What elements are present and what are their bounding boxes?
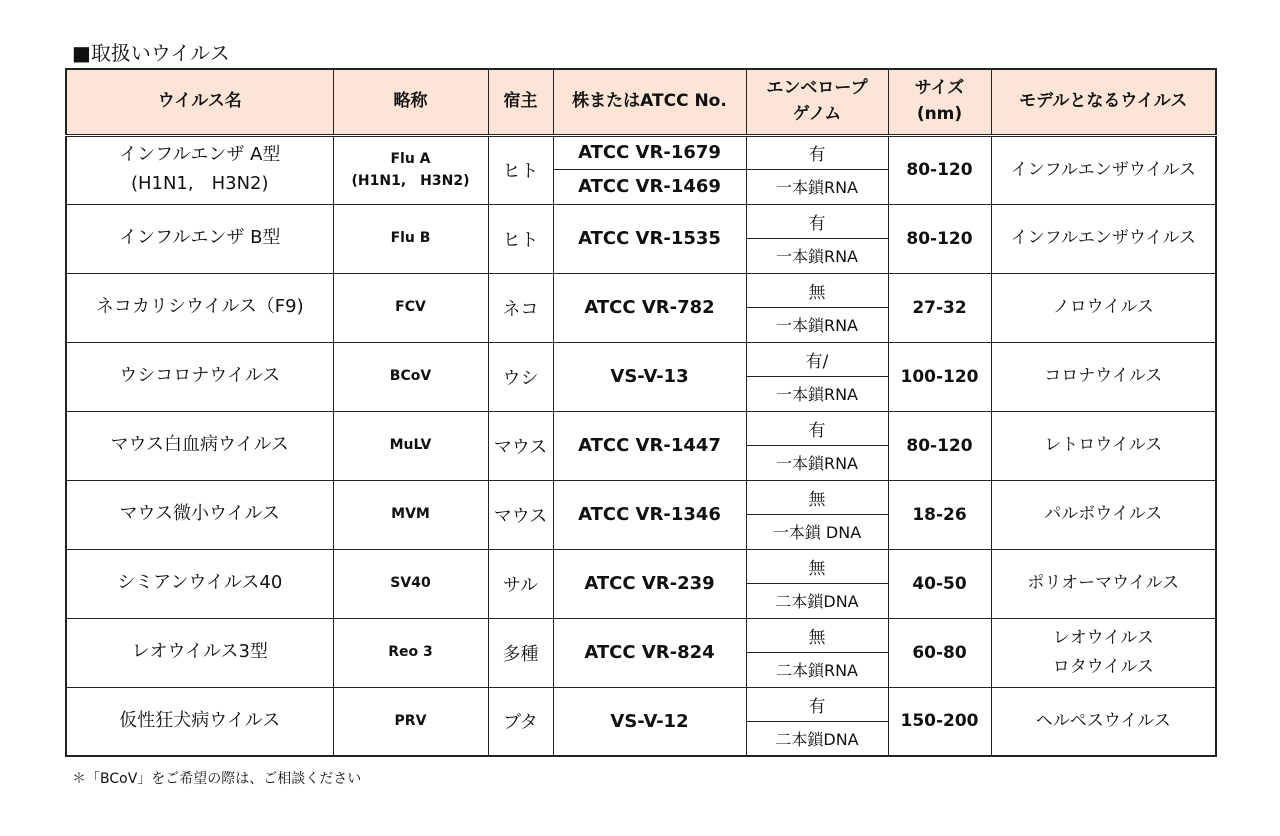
host-cell: 多種 <box>488 618 553 687</box>
abbreviation-cell <box>333 618 488 687</box>
strain-cell: ATCC VR-1535 <box>553 204 746 273</box>
host-cell: ヒト <box>488 204 553 273</box>
abbreviation-cell <box>333 135 488 204</box>
size-cell: 80-120 <box>888 411 991 480</box>
envelope-cell: 無 <box>746 549 888 584</box>
virus-name: インフルエンザ A型 <box>119 144 281 166</box>
strain-cell: ATCC VR-782 <box>553 273 746 342</box>
strain-cell: ATCC VR-239 <box>553 549 746 618</box>
abbreviation: BCoV <box>389 368 432 385</box>
strain-cell: VS-V-13 <box>553 342 746 411</box>
model-virus: レトロウイルス <box>1044 435 1163 456</box>
virus-name-cell <box>66 618 333 687</box>
header-model-virus: モデルとなるウイルス <box>991 69 1216 135</box>
host-cell: マウス <box>488 480 553 549</box>
host-cell: ネコ <box>488 273 553 342</box>
genome-cell: 一本鎖RNA <box>746 377 888 412</box>
abbreviation-cell <box>333 480 488 549</box>
virus-name: ネコカリシウイルス（F9) <box>95 296 304 318</box>
envelope-cell: 無 <box>746 480 888 515</box>
envelope-cell: 有 <box>746 687 888 722</box>
strain-cell: ATCC VR-1679 <box>553 135 746 170</box>
genome-cell: 一本鎖RNA <box>746 446 888 481</box>
header-size <box>888 69 991 135</box>
virus-name: (H1N1, H3N2) <box>130 173 269 194</box>
header-virus-name: ウイルス名 <box>66 69 333 135</box>
header-genome: ゲノム <box>792 103 842 124</box>
model-virus-cell <box>991 480 1216 549</box>
size-cell: 18-26 <box>888 480 991 549</box>
genome-cell: 一本鎖RNA <box>746 170 888 205</box>
header-row <box>66 69 1216 135</box>
abbreviation-cell <box>333 687 488 756</box>
table-row <box>66 549 1216 584</box>
model-virus: ロタウイルス <box>1052 656 1154 677</box>
size-cell: 80-120 <box>888 135 991 204</box>
model-virus: ノロウイルス <box>1052 297 1154 318</box>
model-virus-cell <box>991 549 1216 618</box>
size-cell: 60-80 <box>888 618 991 687</box>
abbreviation-cell <box>333 549 488 618</box>
strain-cell: VS-V-12 <box>553 687 746 756</box>
table-row <box>66 618 1216 653</box>
abbreviation: SV40 <box>390 575 431 592</box>
genome-cell: 一本鎖RNA <box>746 308 888 343</box>
model-virus-cell <box>991 342 1216 411</box>
virus-name-cell <box>66 204 333 273</box>
host-cell: マウス <box>488 411 553 480</box>
model-virus-cell <box>991 204 1216 273</box>
table-row <box>66 342 1216 377</box>
virus-name-cell <box>66 687 333 756</box>
genome-cell: 二本鎖DNA <box>746 722 888 757</box>
envelope-cell: 無 <box>746 618 888 653</box>
virus-table <box>65 68 1217 757</box>
header-abbreviation: 略称 <box>333 69 488 135</box>
envelope-cell: 有 <box>746 204 888 239</box>
abbreviation-cell <box>333 411 488 480</box>
table-row <box>66 135 1216 170</box>
virus-name-cell <box>66 135 333 204</box>
model-virus: コロナウイルス <box>1044 366 1163 387</box>
host-cell: サル <box>488 549 553 618</box>
envelope-cell: 有 <box>746 411 888 446</box>
model-virus: ヘルペスウイルス <box>1035 711 1171 732</box>
table-row <box>66 687 1216 722</box>
header-size-label: サイズ <box>914 78 965 99</box>
abbreviation: PRV <box>394 713 427 730</box>
size-cell: 100-120 <box>888 342 991 411</box>
host-cell: ブタ <box>488 687 553 756</box>
model-virus: パルボウイルス <box>1044 504 1163 525</box>
virus-name: 仮性狂犬病ウイルス <box>119 709 281 731</box>
header-envelope: エンベロープ <box>766 78 868 99</box>
envelope-cell: 有 <box>746 135 888 170</box>
header-size-unit: (nm) <box>916 103 963 124</box>
host-cell: ウシ <box>488 342 553 411</box>
virus-name: シミアンウイルス40 <box>117 572 283 594</box>
envelope-cell: 有/ <box>746 342 888 377</box>
virus-name: ウシコロナウイルス <box>119 365 281 387</box>
strain-cell: ATCC VR-1346 <box>553 480 746 549</box>
abbreviation: FCV <box>395 299 426 316</box>
virus-name: インフルエンザ B型 <box>119 227 281 249</box>
genome-cell: 一本鎖 DNA <box>746 515 888 550</box>
virus-name: レオウイルス3型 <box>131 641 268 663</box>
abbreviation-cell <box>333 273 488 342</box>
model-virus-cell <box>991 135 1216 204</box>
model-virus-cell <box>991 618 1216 687</box>
virus-name: マウス白血病ウイルス <box>110 434 289 456</box>
model-virus: ポリオーマウイルス <box>1027 573 1180 594</box>
virus-name-cell <box>66 273 333 342</box>
genome-cell: 一本鎖RNA <box>746 239 888 274</box>
abbreviation: MuLV <box>389 437 432 454</box>
table-row <box>66 411 1216 446</box>
table-row <box>66 273 1216 308</box>
footnote: ＊「BCoV」をご希望の際は、ご相談ください <box>72 771 362 787</box>
strain-cell: ATCC VR-1447 <box>553 411 746 480</box>
table-row <box>66 480 1216 515</box>
genome-cell: 二本鎖DNA <box>746 584 888 619</box>
abbreviation-cell <box>333 204 488 273</box>
abbreviation: Flu A <box>390 150 431 167</box>
page-title: ■取扱いウイルス <box>72 41 230 65</box>
model-virus-cell <box>991 273 1216 342</box>
header-host: 宿主 <box>488 69 553 135</box>
header-envelope-genome <box>746 69 888 135</box>
size-cell: 27-32 <box>888 273 991 342</box>
model-virus: レオウイルス <box>1052 628 1154 649</box>
envelope-cell: 無 <box>746 273 888 308</box>
host-cell: ヒト <box>488 135 553 204</box>
virus-name-cell <box>66 411 333 480</box>
table-row <box>66 204 1216 239</box>
model-virus: インフルエンザウイルス <box>1010 228 1196 249</box>
strain-cell: ATCC VR-1469 <box>553 170 746 205</box>
abbreviation-cell <box>333 342 488 411</box>
model-virus-cell <box>991 687 1216 756</box>
size-cell: 150-200 <box>888 687 991 756</box>
model-virus: インフルエンザウイルス <box>1010 159 1196 180</box>
virus-name-cell <box>66 480 333 549</box>
abbreviation: Reo 3 <box>388 644 433 661</box>
header-strain: 株またはATCC No. <box>553 69 746 135</box>
abbreviation: MVM <box>391 506 430 523</box>
strain-cell: ATCC VR-824 <box>553 618 746 687</box>
genome-cell: 二本鎖RNA <box>746 653 888 688</box>
model-virus-cell <box>991 411 1216 480</box>
virus-name: マウス微小ウイルス <box>119 503 280 525</box>
virus-name-cell <box>66 342 333 411</box>
size-cell: 40-50 <box>888 549 991 618</box>
abbreviation: Flu B <box>390 230 431 247</box>
size-cell: 80-120 <box>888 204 991 273</box>
virus-name-cell <box>66 549 333 618</box>
abbreviation: (H1N1, H3N2) <box>351 173 470 189</box>
table-body <box>66 135 1216 756</box>
